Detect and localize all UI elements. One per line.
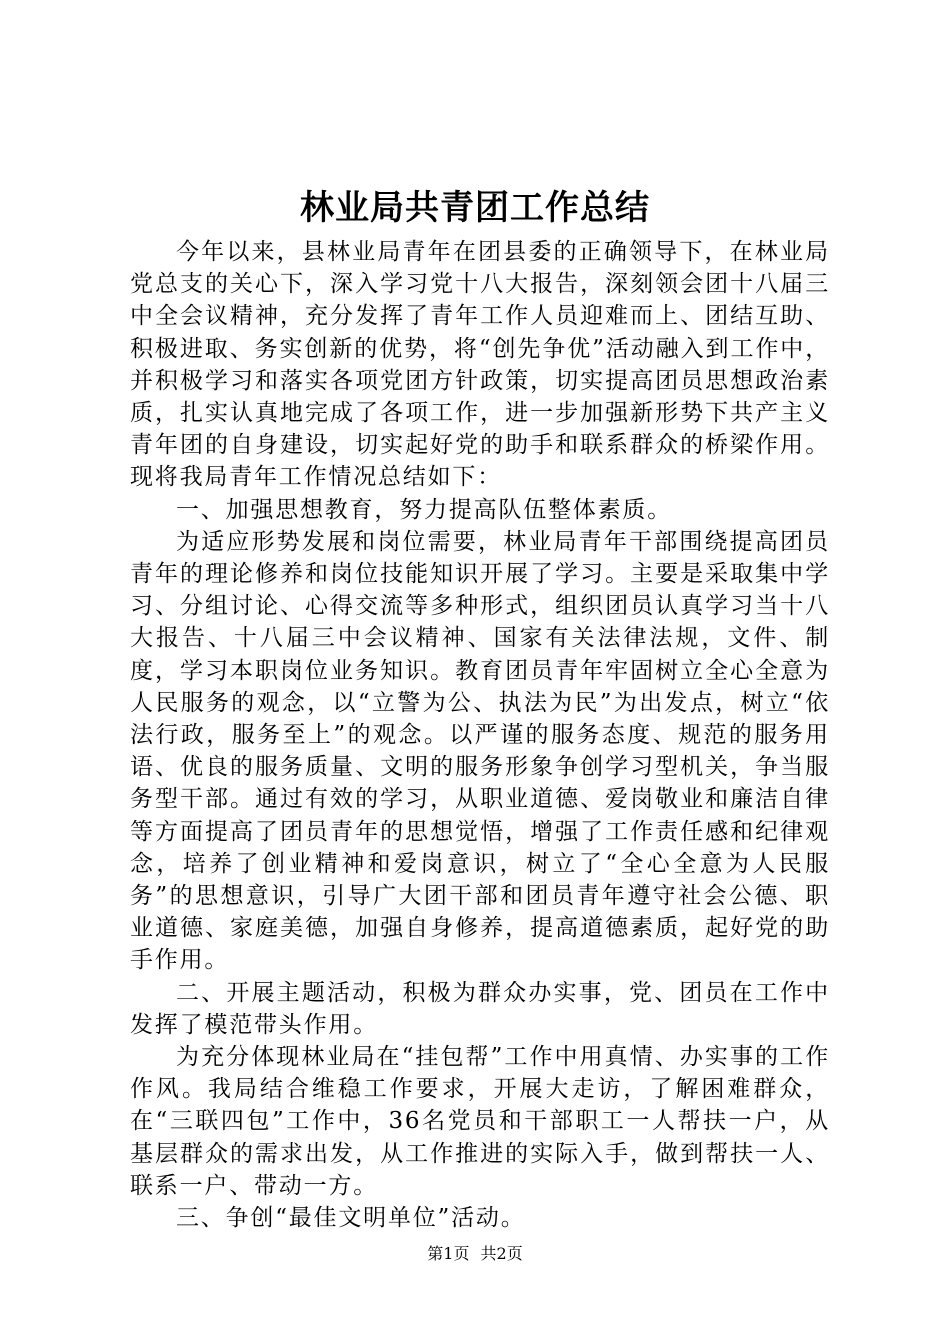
heading-section-3: 三、争创“最佳文明单位”活动。: [176, 1205, 526, 1232]
paragraph-section-1: 为适应形势发展和岗位需要，林业局青年干部围绕提高团员青年的理论修养和岗位技能知识开展了学习。主要是采取集中学习、分组讨论、心得交流等多种形式，组织团员认真学习当十八大报告、十八届三中会议精神、国家有关法律法规，文件、制度，学习本职岗位业务知识。教育团员青年牢固树立全心全意为人民服务的观念，以“立警为公、执法为民”为出发点，树立“依法行政，服务至上”的观念。以严谨的服务态度、规范的服务用语、优良的服务质量、文明的服务形象争创学习型机关，争当服务型干部。通过有效的学习，从职业道德、爱岗敬业和廉洁自律等方面提高了团员青年的思想觉悟，增强了工作责任感和纪律观念，培养了创业精神和爱岗意识，树立了“全心全意为人民服务”的思想意识，引导广大团干部和团员青年遵守社会公德、职业道德、家庭美德，加强自身修养，提高道德素质，起好党的助手作用。: [130, 528, 830, 974]
document-title: 林业局共青团工作总结: [300, 188, 650, 228]
heading-section-1: 一、加强思想教育，努力提高队伍整体素质。: [176, 496, 672, 523]
heading-section-2: 二、开展主题活动，积极为群众办实事，党、团员在工作中发挥了模范带头作用。: [130, 979, 830, 1038]
page-number-total: 共2页: [480, 1244, 523, 1263]
page-number-current: 第1页: [427, 1244, 470, 1263]
page-footer: [0, 1242, 950, 1266]
paragraph-intro: 今年以来，县林业局青年在团县委的正确领导下，在林业局党总支的关心下，深入学习党十八大报告，深刻领会团十八届三中全会议精神，充分发挥了青年工作人员迎难而上、团结互助、积极进取、务实创新的优势，将“创先争优”活动融入到工作中，并积极学习和落实各项党团方针政策，切实提高团员思想政治素质，扎实认真地完成了各项工作，进一步加强新形势下共产主义青年团的自身建设，切实起好党的助手和联系群众的桥梁作用。现将我局青年工作情况总结如下：: [130, 239, 830, 491]
paragraph-section-2: 为充分体现林业局在“挂包帮”工作中用真情、办实事的工作作风。我局结合维稳工作要求，开展大走访，了解困难群众，在“三联四包”工作中，36名党员和干部职工一人帮扶一户，从基层群众的需求出发，从工作推进的实际入手，做到帮扶一人、联系一户、带动一方。: [130, 1044, 830, 1199]
document-body: [130, 236, 830, 1234]
